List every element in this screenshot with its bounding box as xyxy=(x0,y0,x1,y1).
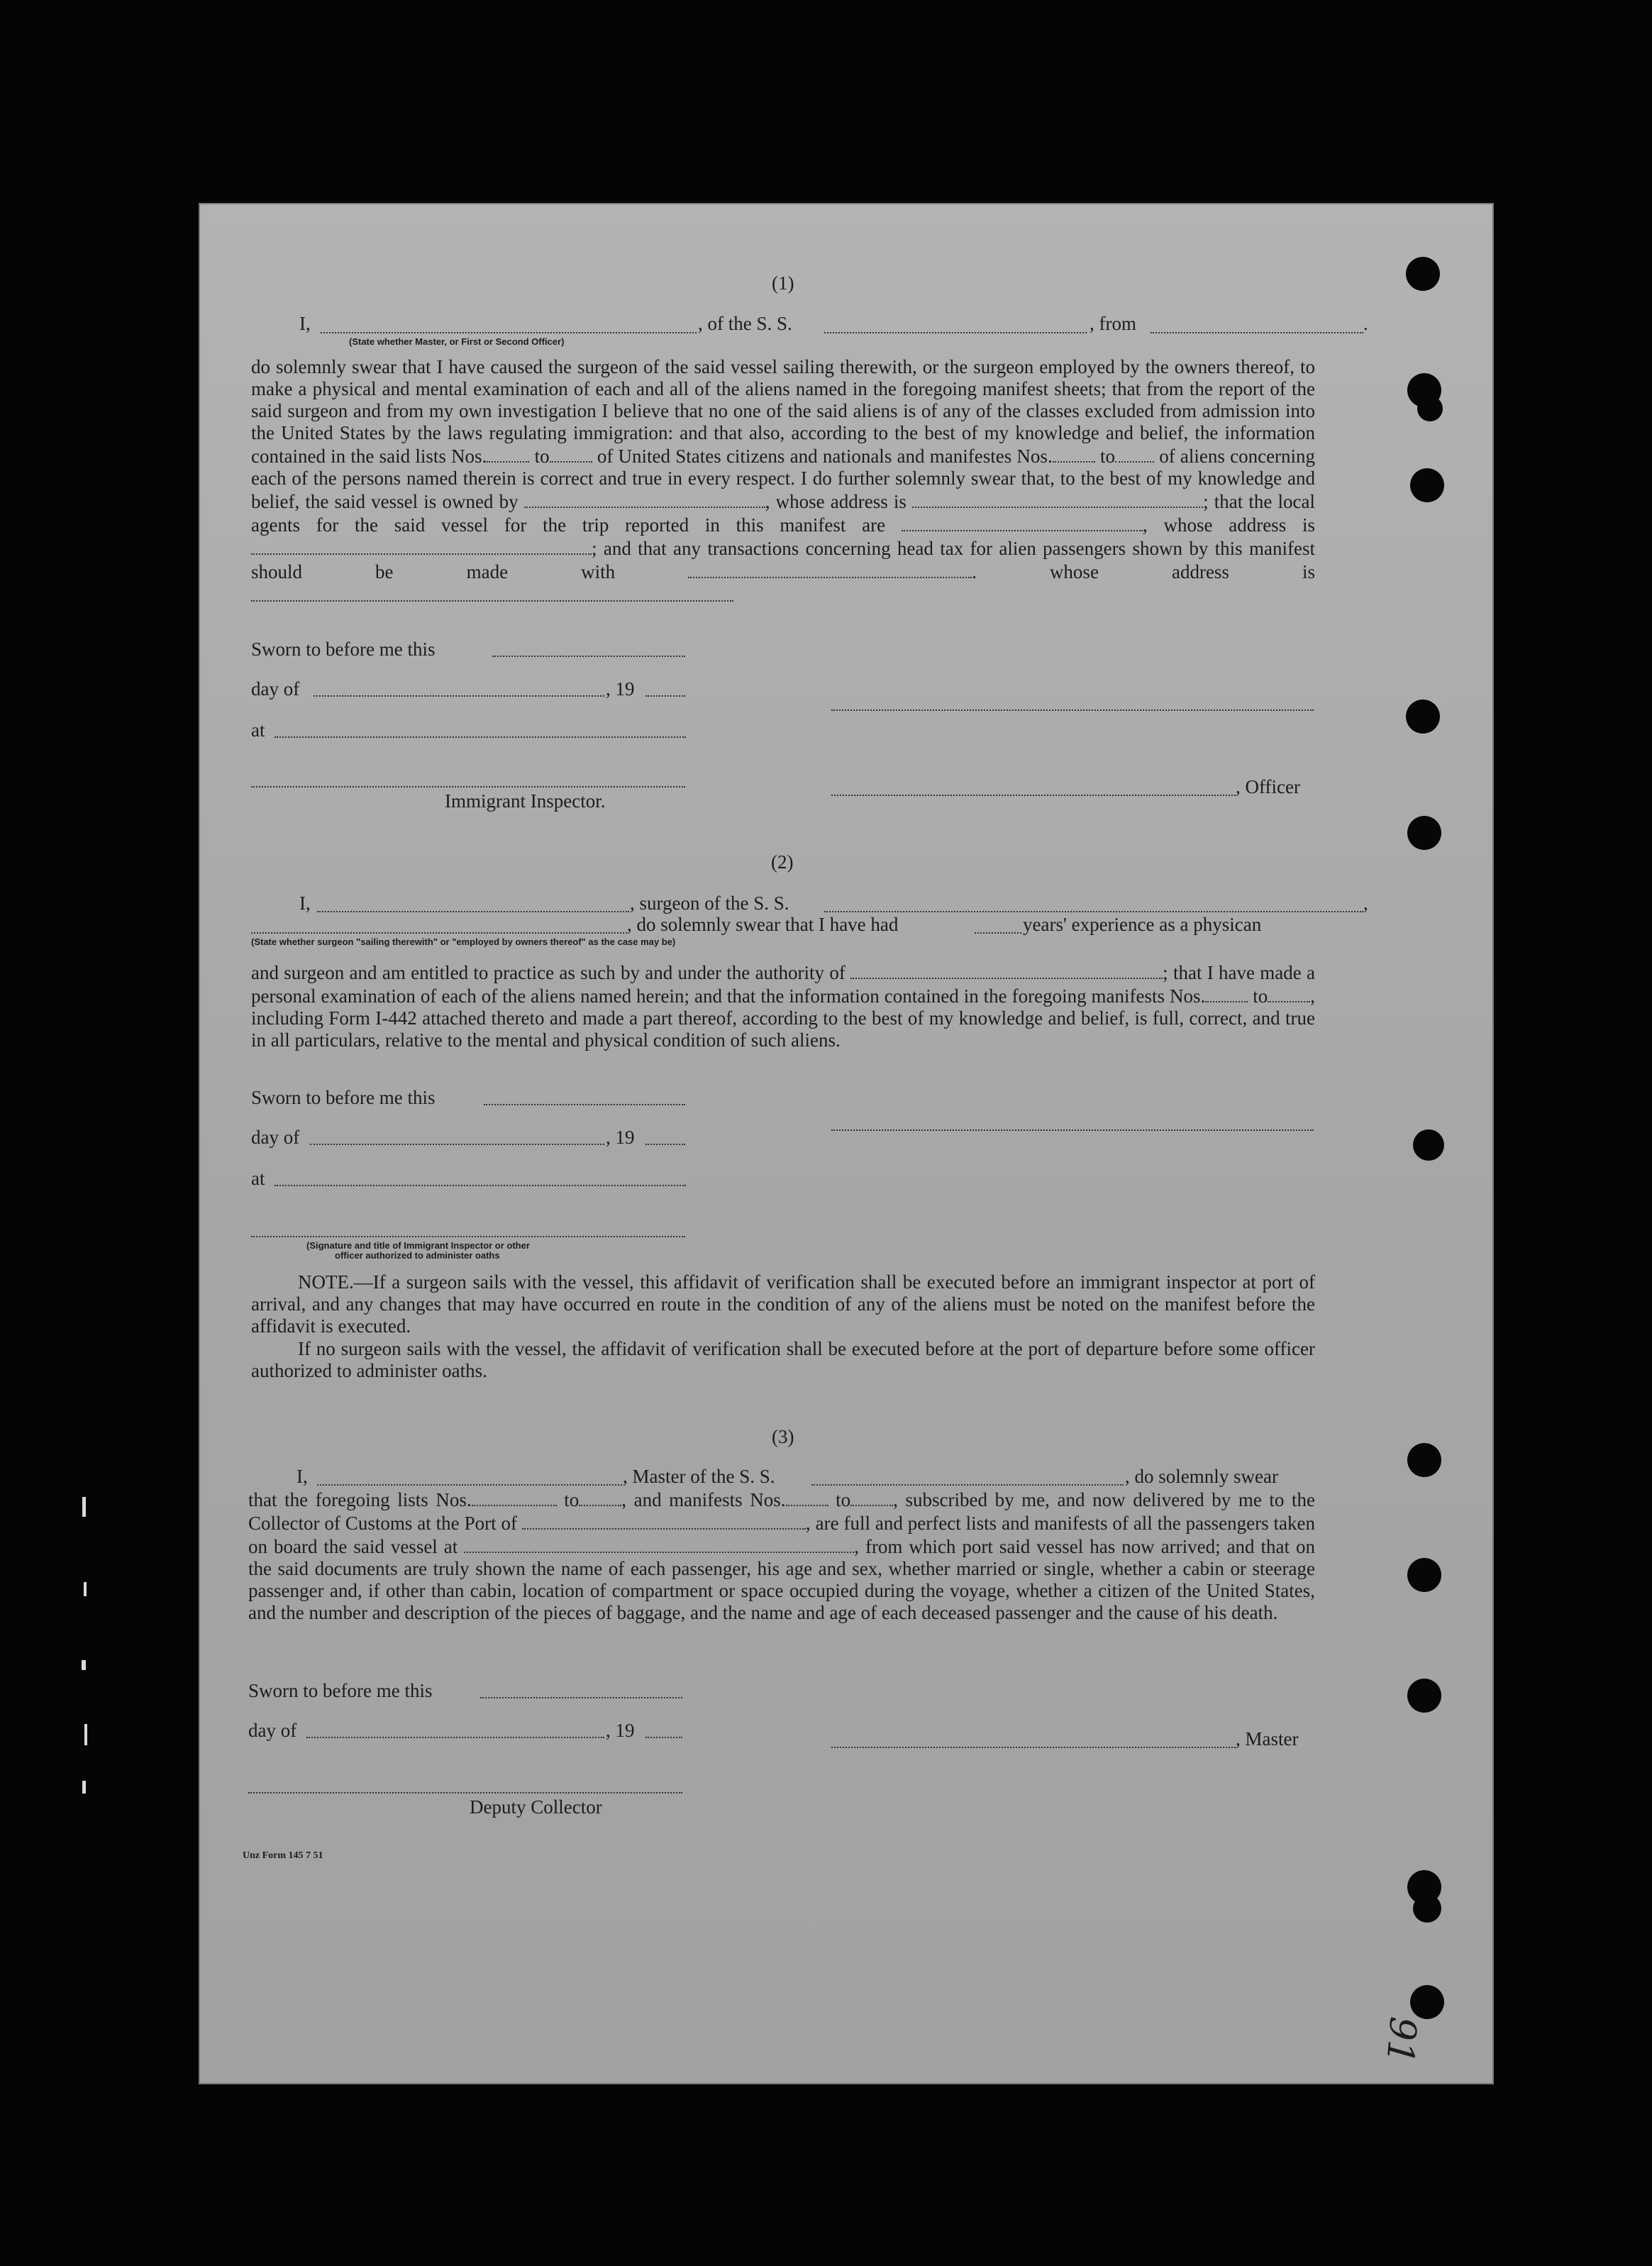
s1-line1-i: I, xyxy=(299,313,311,334)
s3-master-signature-line[interactable] xyxy=(831,1747,1236,1748)
s1-year-field[interactable] xyxy=(645,695,685,697)
s2-status-note: (State whether surgeon "sailing therewith" or "employed by owners thereof" as the case may be) xyxy=(251,936,676,947)
s3-line1-swear: , do solemnly swear xyxy=(1125,1466,1278,1487)
punch-hole xyxy=(1410,1985,1444,2019)
s1-at-field[interactable] xyxy=(275,736,686,738)
s3-oath-paragraph: that the foregoing lists Nos. to , and manifests Nos. to , subscribed by me, and now delivered by me to the Collector of Customs at the Port of , are full and perfect lists and manifests of all the passengers taken on board the said vessel at , from which port said vessel has now arrived; and that on the said documents are truly shown the name of each passenger, his age and sex, whether married or single, whether a cabin or steerage passenger and, if other than cabin, location of compartment or space occupied during the voyage, whether a citizen of the United States, and the number and description of the pieces of baggage, and the name and age of each deceased passenger and the cause of his death. xyxy=(248,1489,1316,1623)
section-1-heading: (1) xyxy=(772,272,794,294)
s2-year: , 19 xyxy=(606,1127,635,1148)
s2-at: at xyxy=(251,1168,265,1189)
punch-hole xyxy=(1407,1679,1441,1713)
form-number: Unz Form 145 7 51 xyxy=(243,1850,323,1861)
s2-oath-paragraph: and surgeon and am entitled to practice as such by and under the authority of ; that I have made a personal examination of each of the aliens named herein; and that the information contained in the foregoing manifests Nos. to , including Form I-442 attached thereto and made a part thereof, according to the best of my knowledge and belief, is full, correct, and true in all particulars, relative to the mental and physical condition of such aliens. xyxy=(251,962,1316,1051)
s2-at-field[interactable] xyxy=(275,1185,686,1186)
s2-years-field[interactable] xyxy=(975,932,1021,934)
punch-hole xyxy=(1407,1443,1441,1477)
s2-year-field[interactable] xyxy=(645,1144,685,1145)
s1-dayof: day of xyxy=(251,678,300,700)
s1-from-field[interactable] xyxy=(1151,332,1363,333)
punch-hole xyxy=(1410,468,1444,502)
s1-sworn: Sworn to before me this xyxy=(251,639,436,660)
s1-year: , 19 xyxy=(606,678,635,700)
s3-day-field[interactable] xyxy=(306,1737,604,1738)
s1-at: at xyxy=(251,719,265,741)
s3-year: , 19 xyxy=(606,1720,635,1741)
punch-hole xyxy=(1413,1894,1441,1923)
s3-collector-signature-line[interactable] xyxy=(248,1792,682,1794)
punch-hole xyxy=(1413,1129,1444,1161)
s3-sworn-field[interactable] xyxy=(480,1697,682,1698)
s2-line2-swear: , do solemnly swear that I have had xyxy=(627,914,899,935)
s2-sworn-field[interactable] xyxy=(484,1104,685,1105)
s3-master-field[interactable] xyxy=(317,1484,622,1486)
s2-note-paragraph-2: If no surgeon sails with the vessel, the affidavit of verification shall be executed before at the port of departure before some officer authorized to administer oaths. xyxy=(251,1338,1315,1381)
s1-sworn-field[interactable] xyxy=(492,656,685,657)
s3-line1-i: I, xyxy=(296,1466,308,1487)
s1-officer-name-line[interactable] xyxy=(831,795,1236,796)
s2-note-paragraph-1: NOTE.—If a surgeon sails with the vessel, this affidavit of verification shall be executed before an immigrant inspector at port of arrival, and any changes that may have occurred en route in the condition of any of the aliens must be noted on the manifest before the affidavit is executed. xyxy=(251,1271,1315,1337)
s1-line1-from: , from xyxy=(1090,313,1136,334)
section-3-heading: (3) xyxy=(772,1426,794,1447)
scan-artifact xyxy=(82,1497,86,1517)
s1-officer-signature-line[interactable] xyxy=(831,709,1314,711)
scan-artifact xyxy=(84,1582,87,1596)
scan-artifact xyxy=(84,1724,87,1745)
s1-officer-label: , Officer xyxy=(1236,776,1300,797)
s2-status-field[interactable] xyxy=(251,932,627,934)
s2-line2-years: years' experience as a physican xyxy=(1023,914,1262,935)
s2-signature-note-2: officer authorized to administer oaths xyxy=(335,1250,500,1261)
punch-hole xyxy=(1406,700,1440,734)
s3-line1-ship: , Master of the S. S. xyxy=(623,1466,775,1487)
scan-artifact xyxy=(82,1660,86,1670)
s2-day-field[interactable] xyxy=(310,1144,604,1145)
scan-artifact xyxy=(82,1781,86,1794)
s1-line1-end: . xyxy=(1363,313,1368,334)
s3-collector-label: Deputy Collector xyxy=(470,1796,602,1818)
s1-officer-field[interactable] xyxy=(321,332,697,333)
s3-master-label: , Master xyxy=(1236,1728,1299,1750)
form-sheet xyxy=(200,204,1492,2083)
punch-hole xyxy=(1407,816,1441,850)
punch-hole xyxy=(1417,396,1443,421)
s1-inspector-signature-line[interactable] xyxy=(251,786,685,787)
s1-officer-note: (State whether Master, or First or Second Officer) xyxy=(349,336,565,347)
s3-dayof: day of xyxy=(248,1720,297,1741)
s3-ship-field[interactable] xyxy=(811,1484,1124,1486)
s1-inspector-label: Immigrant Inspector. xyxy=(445,790,606,812)
s1-ship-field[interactable] xyxy=(824,332,1087,333)
s3-sworn: Sworn to before me this xyxy=(248,1680,433,1701)
punch-hole xyxy=(1407,1558,1441,1592)
s2-signature-note-1: (Signature and title of Immigrant Inspector or other xyxy=(306,1240,530,1251)
s1-line1-of: , of the S. S. xyxy=(698,313,792,334)
s2-ship-field[interactable] xyxy=(824,911,1363,912)
punch-hole xyxy=(1406,257,1440,291)
s2-surgeon-field[interactable] xyxy=(317,911,629,912)
s2-dayof: day of xyxy=(251,1127,300,1148)
s1-day-field[interactable] xyxy=(314,695,604,697)
s2-line1-end: , xyxy=(1363,892,1368,914)
section-2-heading: (2) xyxy=(771,851,794,873)
s2-surgeon-signature-line[interactable] xyxy=(831,1129,1314,1131)
s2-sworn: Sworn to before me this xyxy=(251,1087,436,1108)
s2-line1-ship: , surgeon of the S. S. xyxy=(630,892,789,914)
s2-inspector-signature-line[interactable] xyxy=(251,1236,685,1237)
s2-line1-i: I, xyxy=(299,892,311,914)
handwritten-page-number: 91 xyxy=(1377,2015,1424,2066)
s1-oath-paragraph: do solemnly swear that I have caused the surgeon of the said vessel sailing therewith, or the surgeon employed by the owners thereof, to make a physical and mental examination of each and all of the aliens named in the foregoing manifest sheets; that from the report of the said surgeon and from my own investigation I believe that no one of the said aliens is of any of the classes excluded from admission into the United States by the laws regulating immigration: and that also, according to the best of my knowledge and belief, the information contained in the said lists Nos. to of United States citizens and nationals and manifestes Nos. to of aliens concerning each of the persons named therein is correct and true in every respect. I do further solemnly swear that, to the best of my knowledge and belief, the said vessel is owned by , whose address is ; that the local agents for the said vessel for the trip reported in this manifest are , whose address is ; and that any transactions concerning head tax for alien passengers shown by this manifest should be made with . whose address is xyxy=(251,356,1315,607)
s3-year-field[interactable] xyxy=(645,1737,682,1738)
